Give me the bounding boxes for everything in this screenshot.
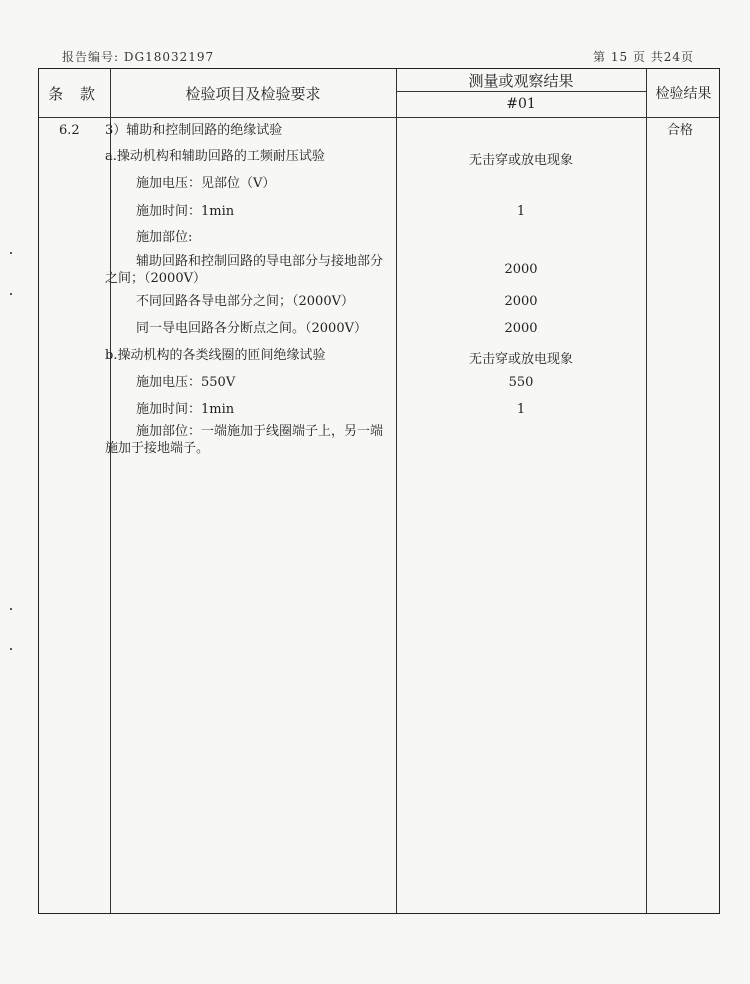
- margin-mark: [10, 608, 12, 610]
- margin-mark: [10, 293, 12, 295]
- margin-mark: [10, 648, 12, 650]
- margin-mark: [10, 252, 12, 254]
- result-value: 无击穿或放电现象: [468, 153, 573, 168]
- header-divider: [39, 117, 719, 118]
- col-divider: [646, 69, 647, 913]
- col-divider: [396, 69, 397, 913]
- result-value: 2000: [504, 294, 538, 309]
- col-header-items: 检验项目及检验要求: [185, 84, 321, 103]
- item-row: 施加部位：一端施加于线圈端子上，另一端施加于接地端子。: [105, 424, 384, 456]
- item-row: 施加电压：550V: [136, 375, 236, 390]
- col-header-sample: #01: [506, 96, 536, 112]
- result-value: 1: [516, 204, 526, 219]
- col-header-verdict: 检验结果: [655, 86, 712, 102]
- item-row: 辅助回路和控制回路的导电部分与接地部分之间；（2000V）: [105, 254, 384, 286]
- result-value: 无击穿或放电现象: [468, 352, 573, 367]
- col-header-results: 测量或观察结果: [468, 71, 574, 90]
- item-row: 不同回路各导电部分之间；（2000V）: [136, 294, 354, 309]
- report-number: 报告编号: DG18032197: [62, 50, 215, 64]
- result-value: 550: [508, 375, 534, 390]
- clause-number: 6.2: [59, 123, 80, 138]
- item-row: 施加部位:: [136, 230, 193, 245]
- page-info: 第 15 页 共24页: [593, 50, 694, 64]
- inspection-table: [38, 68, 720, 914]
- result-value: 1: [516, 402, 526, 417]
- item-row: 同一导电回路各分断点之间。（2000V）: [136, 321, 367, 336]
- col-divider: [110, 69, 111, 913]
- verdict-value: 合格: [667, 123, 694, 138]
- item-row: 3）辅助和控制回路的绝缘试验: [105, 123, 283, 138]
- col-header-clause: 条 款: [48, 84, 101, 103]
- item-row: 施加电压：见部位（V）: [136, 176, 276, 191]
- item-row: a.操动机构和辅助回路的工频耐压试验: [105, 149, 325, 164]
- item-row: 施加时间：1min: [136, 204, 235, 219]
- item-row: 施加时间：1min: [136, 402, 235, 417]
- result-value: 2000: [504, 321, 538, 336]
- item-row: b.操动机构的各类线圈的匝间绝缘试验: [105, 348, 326, 363]
- result-value: 2000: [504, 262, 538, 277]
